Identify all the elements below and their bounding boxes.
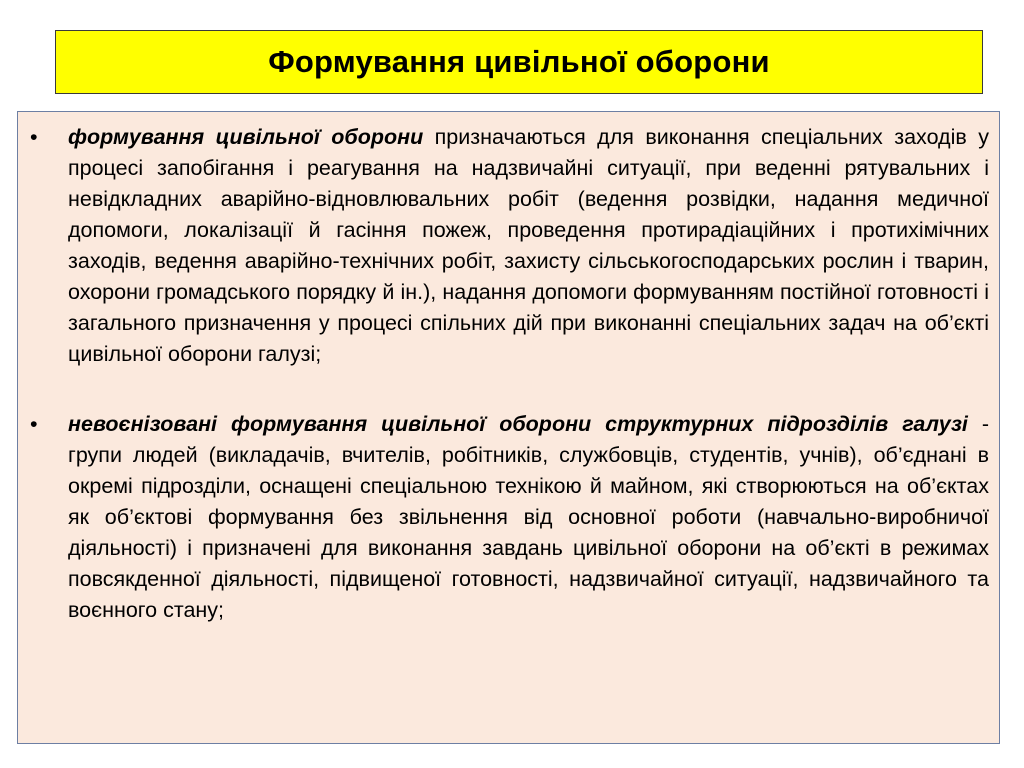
bullet-item [30, 409, 989, 626]
bullet-marker: • [30, 412, 38, 436]
content-box [17, 111, 1000, 744]
bullet-text [68, 409, 989, 626]
bullet-marker: • [30, 125, 38, 149]
bullet-term: формування цивільної оборони [68, 125, 424, 149]
bullet-item [30, 122, 989, 370]
slide-title-box [55, 30, 983, 94]
bullet-term: невоєнізовані формування цивільної оборони структурних підрозділів галузі [68, 412, 968, 436]
bullet-list [18, 122, 999, 626]
bullet-body: призначаються для виконання спеціальних заходів у процесі запобігання і реагування на надзвичайні ситуації, при веденні рятувальних і невідкладних аварійно-відновлювальних робіт (ведення розвідки, надання медичної допомоги, локалізації й гасіння пожеж, проведення протирадіаційних і протихімічних заходів, ведення аварійно-технічних робіт, захисту сільськогосподарських рослин і тварин, охорони громадського порядку й ін.), надання допомоги формуванням постійної готовності і загального призначення у процесі спільних дій при виконанні спеціальних задач на об’єкті цивільної оборони галузі; [68, 125, 989, 366]
bullet-body: - групи людей (викладачів, вчителів, робітників, службовців, студентів, учнів), об’єднані в окремі підрозділи, оснащені спеціальною технікою й майном, які створюються на об’єктах як об’єктові формування без звільнення від основної роботи (навчально-виробничої діяльності) і призначені для виконання завдань цивільної оборони на об’єкті в режимах повсякденної діяльності, підвищеної готовності, надзвичайної ситуації, надзвичайного та воєнного стану; [68, 412, 989, 622]
bullet-text [68, 122, 989, 370]
slide-title: Формування цивільної оборони [268, 44, 770, 79]
